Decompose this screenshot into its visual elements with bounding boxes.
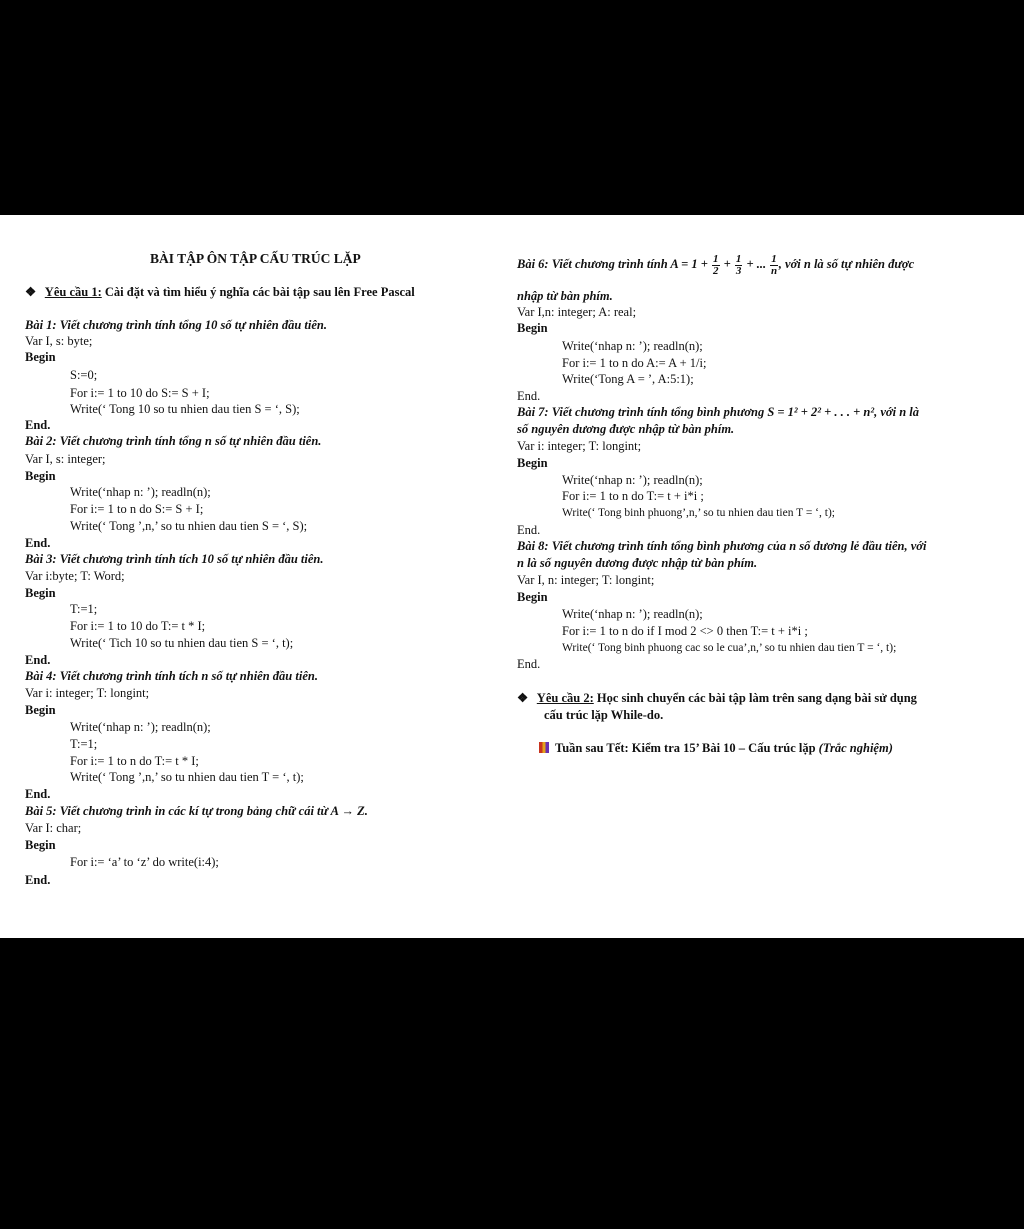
code-line: Write(‘nhap n: ’); readln(n); [70, 720, 211, 734]
code-line: Var I, n: integer; T: longint; [517, 573, 655, 587]
code-line: Write(‘ Tong binh phuong cac so le cua’,n,’ so tu nhien dau tien T = ‘, t); [562, 642, 897, 654]
code-line: Write(‘ Tong ’,n,’ so tu nhien dau tien S = ‘, S); [70, 519, 308, 533]
code-line: S:=0; [70, 368, 98, 382]
fraction-1-3: $\frac{1}{3}$ [735, 252, 742, 277]
code-line: Begin [25, 586, 56, 600]
code-line: End. [25, 418, 51, 432]
code-line: End. [517, 523, 541, 537]
code-line: Begin [517, 456, 548, 470]
code-line: Begin [25, 838, 56, 852]
code-line: Var i:byte; T: Word; [25, 569, 125, 583]
code-line: Write(‘ Tong ’,n,’ so tu nhien dau tien T = ‘, t); [70, 770, 304, 784]
code-line: Write(‘nhap n: ’); readln(n); [70, 485, 211, 499]
bai5-heading: Bài 5: Viết chương trình in các kí tự trong bảng chữ cái từ A → Z. [25, 804, 368, 818]
bai6-heading [517, 251, 914, 277]
diamond-bullet-icon: ❖ [517, 691, 529, 705]
requirement-1-label: Yêu cầu 1: [44, 285, 102, 299]
code-line: Write(‘Tong A = ’, A:5:1); [562, 372, 694, 386]
code-line: Var I, s: byte; [25, 334, 93, 348]
code-line: Var i: integer; T: longint; [517, 439, 642, 453]
code-line: End. [517, 657, 541, 671]
bai8-heading: Bài 8: Viết chương trình tính tổng bình phương của n số dương lẻ đầu tiên, với [517, 539, 927, 553]
code-line: T:=1; [70, 737, 98, 751]
code-line: Begin [517, 321, 548, 335]
code-line: T:=1; [70, 602, 98, 616]
document-page [0, 215, 1024, 938]
exam-note-italic: (Trắc nghiệm) [818, 741, 893, 755]
code-line: Begin [25, 703, 56, 717]
code-line: For i:= 1 to n do T:= t * I; [70, 754, 199, 768]
bai2-heading: Bài 2: Viết chương trình tính tổng n số tự nhiên đầu tiên. [25, 434, 322, 448]
diamond-bullet-icon: ❖ [25, 285, 37, 299]
code-line: Begin [25, 469, 56, 483]
code-line: For i:= 1 to n do A:= A + 1/i; [562, 356, 707, 370]
code-line: Begin [25, 350, 56, 364]
code-line: Write(‘nhap n: ’); readln(n); [562, 339, 703, 353]
exam-note [539, 741, 893, 756]
code-line: Write(‘nhap n: ’); readln(n); [562, 607, 703, 621]
code-line: Var i: integer; T: longint; [25, 686, 150, 700]
code-line: For i:= 1 to 10 do T:= t * I; [70, 619, 206, 633]
bai6-heading-start: Bài 6: Viết chương trình tính A = 1 + [517, 257, 708, 271]
requirement-2 [517, 691, 917, 706]
code-line: For i:= 1 to n do T:= t + i*i ; [562, 489, 704, 503]
code-line: Begin [517, 590, 548, 604]
bai1-heading: Bài 1: Viết chương trình tính tổng 10 số tự nhiên đầu tiên. [25, 318, 327, 332]
code-line: End. [25, 536, 51, 550]
code-line: Var I: char; [25, 821, 82, 835]
page-title: BÀI TẬP ÔN TẬP CẤU TRÚC LẶP [150, 251, 361, 266]
bai6-heading-end: , với n là số tự nhiên được [778, 257, 915, 271]
code-line: End. [25, 873, 51, 887]
code-line: Write(‘nhap n: ’); readln(n); [562, 473, 703, 487]
code-line: Write(‘ Tich 10 so tu nhien dau tien S = ‘, t); [70, 636, 294, 650]
requirement-2-label: Yêu cầu 2: [536, 691, 594, 705]
flag-bullet-icon [539, 742, 549, 753]
fraction-1-n: $\frac{1}{n}$ [770, 252, 778, 277]
bai6-heading-cont: nhập từ bàn phím. [517, 289, 613, 303]
requirement-1-text: Cài đặt và tìm hiểu ý nghĩa các bài tập sau lên Free Pascal [101, 285, 415, 299]
code-line: End. [25, 787, 51, 801]
requirement-2-cont: cấu trúc lặp While-do. [544, 708, 664, 722]
code-line: End. [517, 389, 541, 403]
bai8-heading-cont: n là số nguyên dương được nhập từ bàn phím. [517, 556, 758, 570]
code-line: For i:= 1 to n do if I mod 2 <> 0 then T:= t + i*i ; [562, 624, 808, 638]
plus-sign: + [723, 257, 731, 271]
bai7-heading: Bài 7: Viết chương trình tính tổng bình phương S = 1² + 2² + . . . + n², với n là [517, 405, 920, 419]
code-line: For i:= 1 to n do S:= S + I; [70, 502, 204, 516]
code-line: For i:= ‘a’ to ‘z’ do write(i:4); [70, 855, 219, 869]
exam-note-text: Tuần sau Tết: Kiểm tra 15’ Bài 10 – Cấu trúc lặp [555, 741, 819, 755]
code-line: Var I, s: integer; [25, 452, 106, 466]
bai4-heading: Bài 4: Viết chương trình tính tích n số tự nhiên đầu tiên. [25, 669, 318, 683]
bai7-heading-cont: số nguyên dương được nhập từ bàn phím. [517, 422, 735, 436]
ellipsis-term: + ... [746, 257, 767, 271]
code-line: End. [25, 653, 51, 667]
code-line: Write(‘ Tong 10 so tu nhien dau tien S = ‘, S); [70, 402, 300, 416]
bai3-heading: Bài 3: Viết chương trình tính tích 10 số tự nhiên đầu tiên. [25, 552, 324, 566]
requirement-1 [25, 285, 415, 300]
fraction-1-2: $\frac{1}{2}$ [713, 252, 719, 277]
requirement-2-text: Học sinh chuyển các bài tập làm trên sang dạng bài sử dụng [593, 691, 917, 705]
code-line: Var I,n: integer; A: real; [517, 305, 637, 319]
code-line: For i:= 1 to 10 do S:= S + I; [70, 386, 210, 400]
code-line: Write(‘ Tong binh phuong’,n,’ so tu nhien dau tien T = ‘, t); [562, 507, 835, 519]
